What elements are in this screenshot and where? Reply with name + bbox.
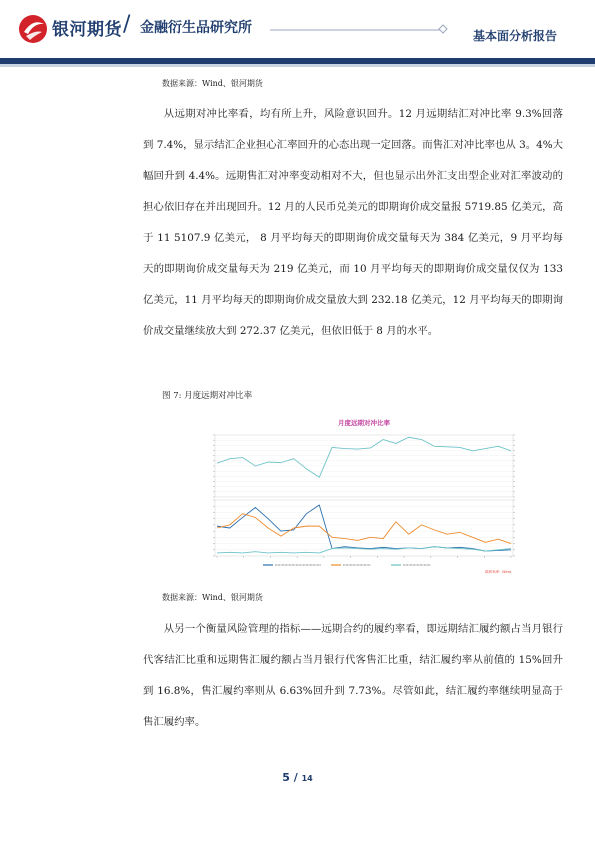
header-band-light xyxy=(0,64,595,67)
report-type: 基本面分析报告 xyxy=(472,29,557,43)
page-total: 14 xyxy=(301,774,313,783)
page-header xyxy=(0,0,595,62)
paragraph-fulfillment-rate: 从另一个衡量风险管理的指标——远期合约的履约率看，即远期结汇履约额占当月银行代客结汇比重和远期售汇履约额占当月银行代客售汇比重，结汇履约率从前值的 15%回升到 16.8%，售汇履约率则从 6.63%回升到 7.73%。尽管如此，结汇履约率继续明显高于售汇履约率。 xyxy=(143,623,563,728)
brand-name: 银河期货 xyxy=(52,20,122,40)
institute-name: 金融衍生品研究所 xyxy=(140,20,252,36)
page-current: 5 xyxy=(282,771,290,784)
page-separator: / xyxy=(293,771,298,784)
data-source-top: 数据来源：Wind、银河期货 xyxy=(162,79,263,88)
chart-title: 月度远期对冲比率 xyxy=(338,419,390,427)
diamond-icon xyxy=(438,24,448,34)
paragraph-hedge-ratio: 从远期对冲比率看，均有所上升，风险意识回升。12 月远期结汇对冲比率 9.3%回落到 7.4%，显示结汇企业担心汇率回升的心态出现一定回落。而售汇对冲比率也从 3。4%大幅回升到 4.4%。远期售汇对冲率变动相对不大，但也显示出外汇支出型企业对汇率波动的担心依旧存在并出现回升。12 月的人民币兑美元的即期询价成交量报 5719.85 亿美元，高于 11 5107.9 亿美元， 8 月平均每天的即期询价成交量每天为 384 亿美元，9 月平均每天的即期询价成交量每天为 219 亿美元，而 10 月平均每天的即期询价成交量仅仅为 133 亿美元，11 月平均每天的即期询价成交量放大到 232.18 亿美元，12 月平均每天的即期询价成交量继续放大到 272.37 亿美元，但依旧低于 8 月的水平。 xyxy=(143,108,563,337)
hedge-ratio-chart xyxy=(205,413,523,579)
chart-source-note: 数据来源：Wind xyxy=(484,570,511,574)
header-divider-slash: / xyxy=(123,12,131,37)
page-number xyxy=(0,771,595,784)
figure-title: 图 7: 月度远期对冲比率 xyxy=(162,391,253,401)
data-source-bottom: 数据来源：Wind、银河期货 xyxy=(162,593,263,602)
